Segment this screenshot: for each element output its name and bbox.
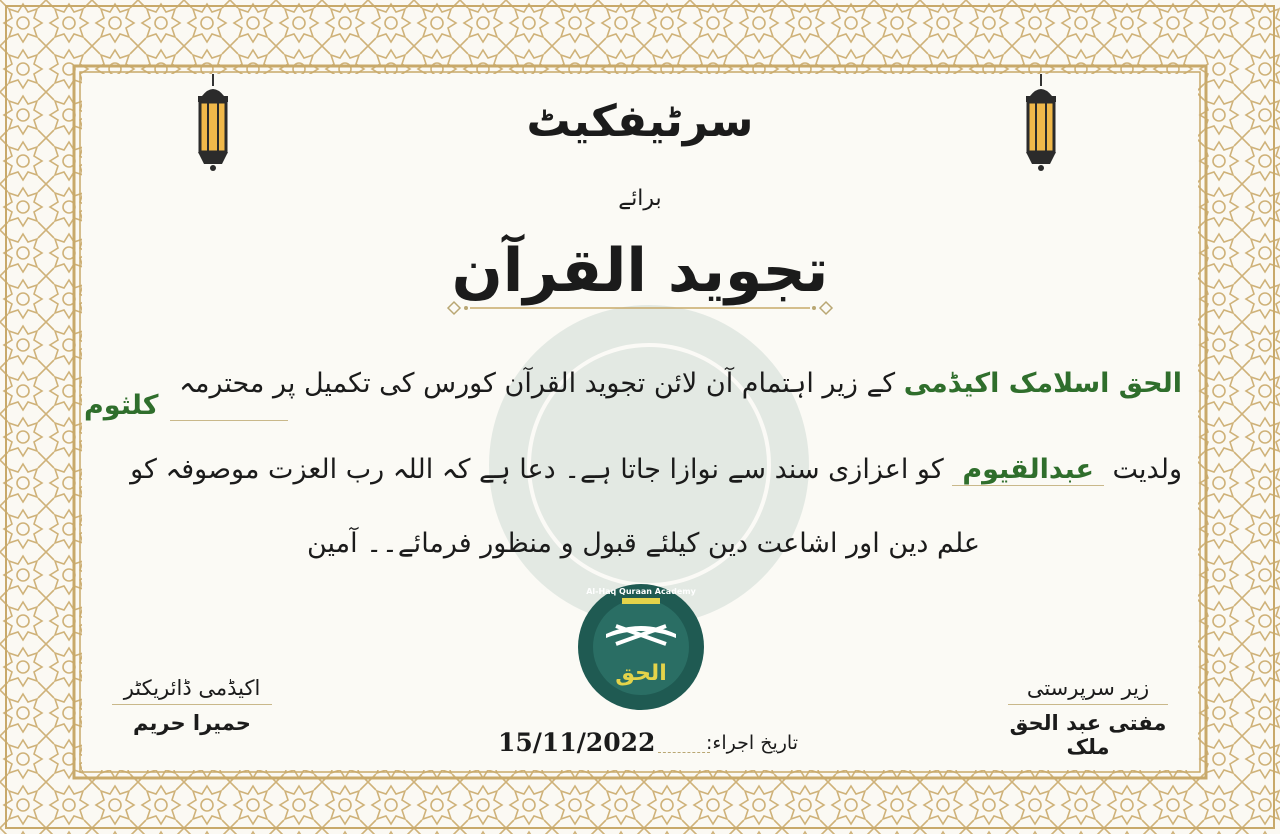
issue-date-value: 15/11/2022 [498,728,656,757]
body-line-1-text: کے زیر اہتمام آن لائن تجوید القرآن کورس کی تکمیل پر محترمہ [179,368,896,399]
underline-rule [170,398,288,421]
academy-logo [576,582,706,712]
course-name: تجوید القرآن [451,236,829,306]
signature-rule [112,704,272,705]
logo-urdu-text: الحق [615,661,667,686]
director-role: اکیڈمی ڈائریکٹر [123,676,261,700]
patron-role: زیر سرپرستی [1026,676,1150,700]
for-label: برائے [618,186,662,211]
decorative-divider [440,296,840,320]
signature-rule [1008,704,1168,705]
director-name: حمیرا حریم [133,711,251,735]
student-name-field [84,390,288,421]
body-line-1 [179,368,1182,399]
issue-date-row [498,728,798,764]
logo-english-text: Al-Haq Quraan Academy [586,587,696,596]
body-line-2 [130,454,1182,486]
date-rule [658,752,710,753]
body-line-2-prefix: ولدیت [1112,454,1182,485]
student-name: کلثوم [84,390,159,421]
patron-name: مفتی عبد الحق ملک [1009,711,1167,759]
issue-date-label: تاریخ اجراء: [706,732,798,754]
director-signature-block [112,676,272,735]
body-line-2-text: کو اعزازی سند سے نوازا جاتا ہے۔ دعا ہے کہ اللہ رب العزت موصوفہ کو [130,454,944,485]
father-name: عبدالقیوم [952,454,1104,486]
academy-name: الحق اسلامک اکیڈمی [903,368,1182,399]
patron-signature-block [1008,676,1168,759]
certificate-title: سرٹیفکیٹ [526,96,754,147]
body-line-3: علم دین اور اشاعت دین کیلئے قبول و منظور فرمائے۔۔ آمین [306,528,980,559]
